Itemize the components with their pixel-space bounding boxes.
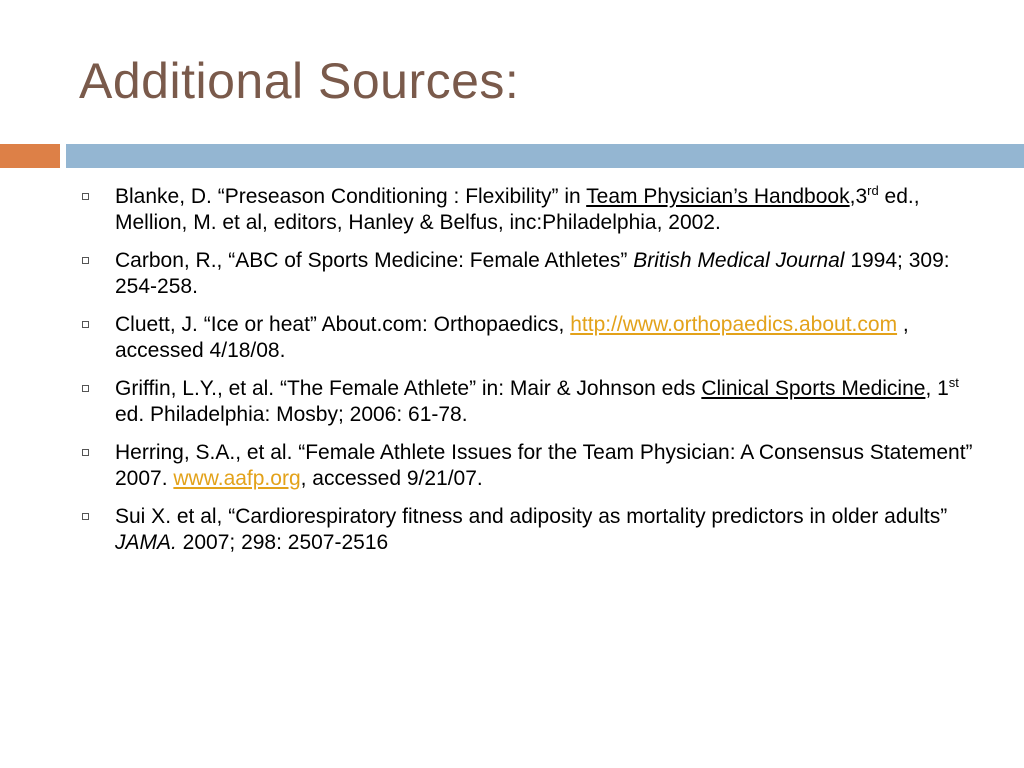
reference-item: Blanke, D. “Preseason Conditioning : Flexibility” in Team Physician’s Handbook,3rd ed., Mellion, M. et al, editors, Hanley & Belfus, inc:Philadelphia, 2002. (78, 184, 978, 236)
square-bullet-icon (82, 193, 89, 200)
book-title: Clinical Sports Medicine (701, 377, 926, 400)
square-bullet-icon (82, 513, 89, 520)
reference-list (78, 184, 978, 568)
square-bullet-icon (82, 321, 89, 328)
aafp-link[interactable]: www.aafp.org (173, 467, 301, 490)
accent-bar-orange (0, 144, 60, 168)
orthopaedics-link[interactable]: http://www.orthopaedics.about.com (570, 313, 898, 336)
slide-title: Additional Sources: (79, 53, 520, 109)
square-bullet-icon (82, 257, 89, 264)
book-title: Team Physician’s Handbook (586, 185, 850, 208)
reference-item: Herring, S.A., et al. “Female Athlete Issues for the Team Physician: A Consensus Statement” 2007. www.aafp.org, accessed 9/21/07. (78, 440, 978, 492)
journal-title: British Medical Journal (633, 249, 845, 272)
reference-item: Griffin, L.Y., et al. “The Female Athlete” in: Mair & Johnson eds Clinical Sports Medicine, 1st ed. Philadelphia: Mosby; 2006: 61-78. (78, 376, 978, 428)
reference-item: Carbon, R., “ABC of Sports Medicine: Female Athletes” British Medical Journal 1994; 309: 254-258. (78, 248, 978, 300)
accent-bar-blue (66, 144, 1024, 168)
reference-item: Cluett, J. “Ice or heat” About.com: Orthopaedics, http://www.orthopaedics.about.com , accessed 4/18/08. (78, 312, 978, 364)
square-bullet-icon (82, 449, 89, 456)
journal-title: JAMA. (115, 531, 177, 554)
reference-item: Sui X. et al, “Cardiorespiratory fitness and adiposity as mortality predictors in older adults” JAMA. 2007; 298: 2507-2516 (78, 504, 978, 556)
square-bullet-icon (82, 385, 89, 392)
